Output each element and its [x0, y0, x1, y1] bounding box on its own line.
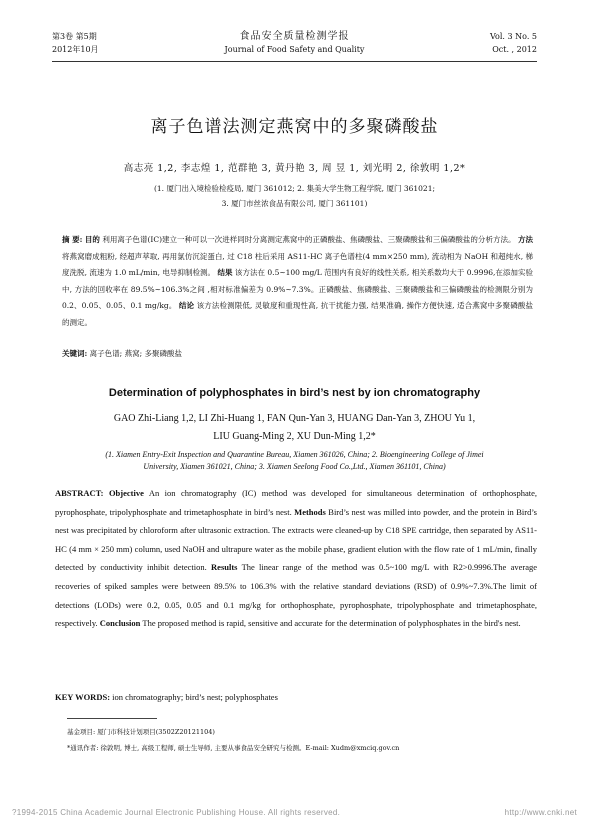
abstract-cn: [62, 232, 533, 331]
conclusion-text: The proposed method is rapid, sensitive and accurate for the determination of polyphosphates in the bird's nest.: [142, 618, 521, 629]
copyright-url: http://www.cnki.net: [504, 808, 577, 817]
keywords-label: KEY WORDS:: [55, 692, 111, 702]
paper-title-cn: 离子色谱法测定燕窝中的多聚磷酸盐: [150, 117, 439, 137]
volume-issue-en: Vol. 3 No. 5: [490, 32, 537, 41]
copyright-text: ?1994-2015 China Academic Journal Electronic Publishing House. All rights reserved.: [12, 808, 341, 817]
affiliations-en: [70, 449, 519, 473]
conclusion-label: Conclusion: [99, 618, 141, 629]
journal-name-en: Journal of Food Safety and Quality: [224, 45, 365, 54]
author-line: GAO Zhi-Liang 1,2, LI Zhi-Huang 1, FAN Qun-Yan 3, HUANG Dan-Yan 3, ZHOU Yu 1,: [113, 413, 476, 424]
results-text: 该方法在 0.5~100 mg/L 范围内有良好的线性关系, 相关系数均大于 0.9996,在添加实验中, 方法的回收率在 89.5%~106.3%之间 ,相对标准偏差为 0.9%~7.3%。正磷酸盐、焦磷酸盐、三聚磷酸盐和三偏磷酸盐的检测限分别为 0.2、0.05、0.05、0.1 mg/kg。: [62, 268, 533, 310]
conclusion-label: 结论: [178, 301, 195, 310]
objective-text: 利用离子色谱(IC)建立一种可以一次进样同时分离测定燕窝中的正磷酸盐、焦磷酸盐、三聚磷酸盐和三偏磷酸盐的分析方法。: [102, 235, 516, 244]
journal-name-cn: 食品安全质量检测学报: [239, 31, 350, 42]
footnote-rule: [67, 718, 157, 719]
copyright-watermark: [12, 808, 577, 817]
affiliation-line: (1. Xiamen Entry-Exit Inspection and Quarantine Bureau, Xiamen 361026, China; 2. Bioengineering College of Jimei: [105, 450, 484, 459]
abstract-label: 摘 要:: [62, 235, 83, 244]
methods-text: Bird’s nest was milled into powder, and the protein in Bird’s nest was precipitated by chloroform after ultrasonic extraction. The extracts were cleaned-up by C18 SPE cartridge, then separated by AS11-HC (4 mm × 250 mm) column, used NaOH and ultrapure water as the mobile phase, gradient elution with the flow rate of 1 mL/min, finally detected by conductivity inhibit detection.: [55, 506, 537, 573]
results-label: 结果: [217, 268, 233, 277]
methods-text: 将燕窝磨成粗粉, 经超声萃取, 再用氯仿沉淀蛋白, 过 C18 柱后采用 AS11-HC 离子色谱柱(4 mm×250 mm), 流动相为 NaOH 和超纯水, 梯度洗脱, 流速为 1.0 mL/min, 电导抑制检测。: [62, 251, 533, 277]
conclusion-text: 该方法检测限低, 灵敏度和重现性高, 抗干扰能力强, 结果准确, 操作方便快速, 适合燕窝中多聚磷酸盐的测定。: [62, 301, 533, 327]
volume-issue-cn: 第3卷 第5期: [52, 32, 97, 41]
objective-text: An ion chromatography (IC) method was developed for simultaneous determination of orthophosphate, pyrophosphate, tripolyphosphate and trimetaphosphate in bird’s nest.: [55, 488, 537, 517]
corresponding-author-note: *通讯作者: 徐敦明, 博士, 高级工程师, 硕士生导师, 主要从事食品安全研究与检测。E-mail: Xudm@xmciq.gov.cn: [67, 744, 400, 752]
keywords-cn: [62, 348, 533, 359]
footnotes: [67, 724, 537, 756]
keywords-label: 关键词:: [62, 349, 88, 358]
funding-note: 基金项目: 厦门市科技计划项目(3502Z20121104): [67, 728, 215, 736]
paper-title-en: Determination of polyphosphates in bird’s nest by ion chromatography: [108, 387, 481, 399]
running-header: [52, 30, 537, 60]
author-list-en: [52, 410, 537, 446]
results-label: Results: [211, 562, 238, 573]
affiliations-cn: [52, 181, 537, 211]
objective-label: 目的: [84, 235, 100, 244]
header-center: [52, 30, 537, 56]
methods-label: 方法: [517, 235, 533, 244]
affiliation-line: University, Xiamen 361021, China; 3. Xiamen Seelong Food Co.,Ltd., Xiamen 361101, China): [143, 462, 446, 471]
keywords-text: 离子色谱; 燕窝; 多聚磷酸盐: [89, 349, 182, 358]
keywords-text: ion chromatography; bird’s nest; polyphosphates: [112, 692, 278, 702]
objective-label: Objective: [108, 488, 144, 498]
abstract-en: [55, 484, 537, 633]
author-list-cn: 高志亮 1,2, 李志煌 1, 范群艳 3, 黄丹艳 3, 周 昱 1, 刘光明 2, 徐敦明 1,2*: [123, 163, 466, 174]
author-line: LIU Guang-Ming 2, XU Dun-Ming 1,2*: [213, 431, 376, 442]
header-rule: [52, 61, 537, 62]
affiliation-line: 3. 厦门市丝浓食品有限公司, 厦门 361101): [221, 199, 368, 208]
header-right: [490, 30, 537, 56]
abstract-label: ABSTRACT:: [55, 488, 104, 498]
date-cn: 2012年10月: [52, 45, 99, 54]
affiliation-line: (1. 厦门出入境检验检疫局, 厦门 361012; 2. 集美大学生物工程学院, 厦门 361021;: [153, 184, 435, 193]
results-text: The linear range of the method was 0.5~100 mg/L with R2>0.9996.The average recoveries of spiked samples were between 89.5% to 106.3% with the relative standard deviations (RSD) of 0.9%~7.3%.The limit of detections (LODs) were 0.2, 0.05, 0.05 and 0.1 mg/kg for orthophosphate, pyrophosphate, tripolyphosphate and trimetaphosphate, respectively.: [55, 562, 537, 629]
date-en: Oct. , 2012: [492, 45, 537, 54]
methods-label: Methods: [294, 506, 326, 517]
keywords-en: [55, 692, 537, 702]
